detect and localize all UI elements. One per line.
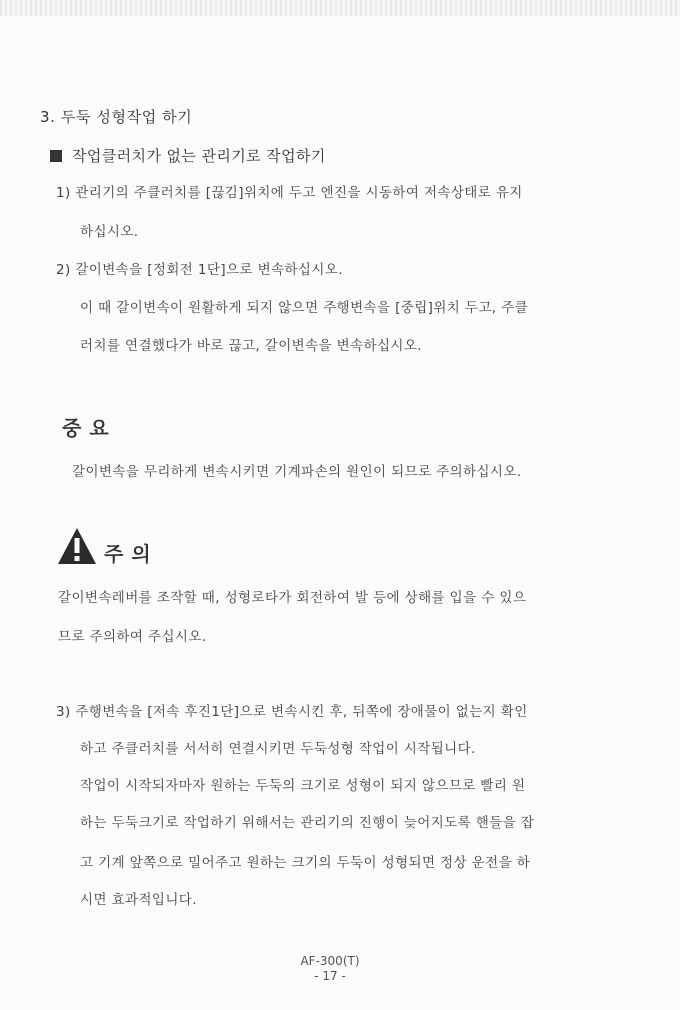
- warning-triangle-icon: [56, 526, 98, 566]
- step3-line4: 하는 두둑크기로 작업하기 위해서는 관리기의 진행이 늦어지도록 핸들을 잡: [80, 815, 535, 831]
- step3-line2: 하고 주클러치를 서서히 연결시키면 두둑성형 작업이 시작됩니다.: [80, 741, 476, 757]
- caution-line2: 므로 주의하여 주십시오.: [58, 629, 207, 645]
- subheading-text: 작업클러치가 없는 관리기로 작업하기: [72, 147, 326, 165]
- step3-line3: 작업이 시작되자마자 원하는 두둑의 크기로 성형이 되지 않으므로 빨리 원: [80, 778, 526, 794]
- caution-title: 주의: [104, 542, 159, 566]
- step3-line6: 시면 효과적입니다.: [80, 892, 197, 908]
- page-number: - 17 -: [314, 969, 346, 983]
- subheading: [50, 145, 326, 166]
- step3-line5: 고 기계 앞쪽으로 밀어주고 원하는 크기의 두둑이 성형되면 정상 운전을 하: [80, 855, 531, 871]
- step3-line1: 3) 주행변속을 [저속 후진1단]으로 변속시킨 후, 뒤쪽에 장애물이 없는지 확인: [56, 704, 528, 720]
- step2-line3: 러치를 연결했다가 바로 끊고, 갈이변속을 변속하십시오.: [80, 338, 422, 354]
- section-title: 3. 두둑 성형작업 하기: [40, 108, 193, 126]
- step2-line2: 이 때 갈이변속이 원활하게 되지 않으면 주행변속을 [중립]위치 두고, 주클: [80, 300, 529, 316]
- scan-edge: [0, 0, 680, 16]
- caution-line1: 갈이변속레버를 조작할 때, 성형로타가 회전하여 발 등에 상해를 입을 수 있으: [58, 590, 527, 606]
- footer-model: AF-300(T): [300, 954, 360, 968]
- important-title: 중요: [62, 416, 117, 440]
- step1-line1: 1) 관리기의 주클러치를 [끊김]위치에 두고 엔진을 시동하여 저속상태로 유지: [56, 185, 523, 201]
- important-text: 갈이변속을 무리하게 변속시키면 기계파손의 원인이 되므로 주의하십시오.: [72, 464, 522, 480]
- square-bullet-icon: [50, 150, 62, 162]
- step2-line1: 2) 갈이변속을 [정회전 1단]으로 변속하십시오.: [56, 262, 343, 278]
- step1-line2: 하십시오.: [80, 224, 139, 240]
